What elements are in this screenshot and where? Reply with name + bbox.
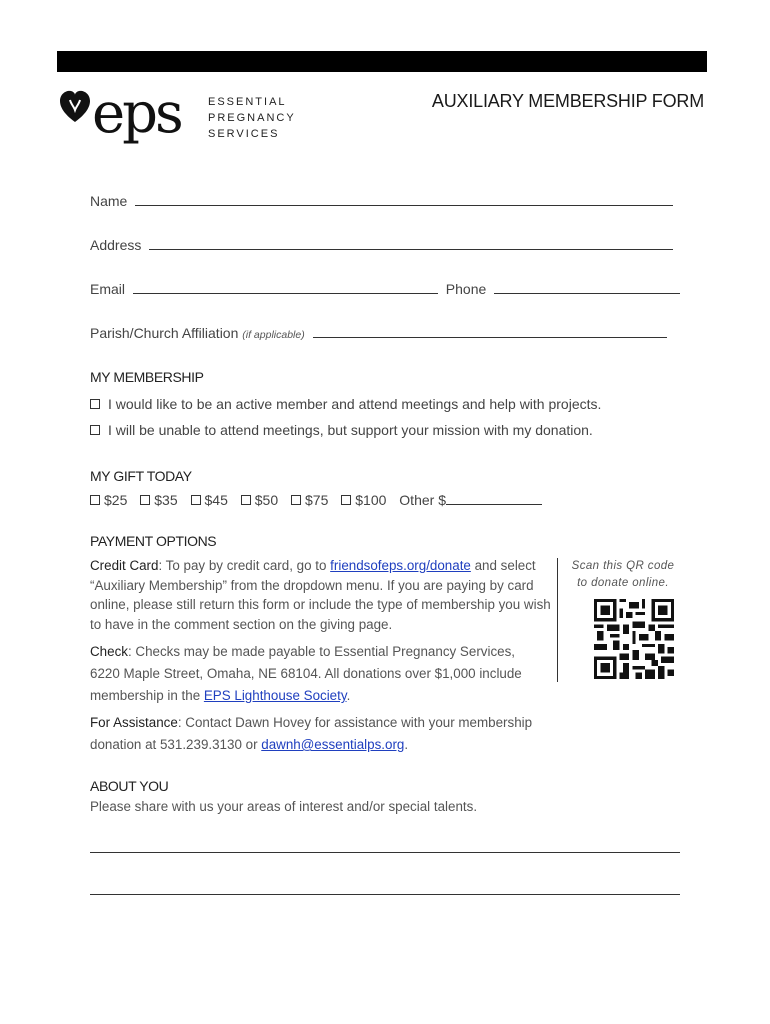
name-field[interactable] bbox=[90, 193, 673, 209]
logo-text bbox=[208, 94, 296, 142]
about-heading: ABOUT YOU bbox=[90, 778, 169, 794]
about-text: Please share with us your areas of interest and/or special talents. bbox=[90, 799, 478, 814]
gift-option-45[interactable] bbox=[191, 492, 228, 508]
name-line[interactable] bbox=[135, 194, 673, 206]
top-black-bar bbox=[57, 51, 707, 72]
gift-option-100[interactable] bbox=[341, 492, 386, 508]
phone-label: Phone bbox=[445, 281, 487, 297]
parish-line[interactable] bbox=[313, 326, 667, 338]
checkbox[interactable] bbox=[241, 495, 251, 505]
heart-icon bbox=[60, 91, 90, 122]
parish-label: Parish/Church Affiliation bbox=[90, 325, 239, 341]
gift-other-label: Other $ bbox=[399, 492, 446, 508]
gift-option-35[interactable] bbox=[140, 492, 177, 508]
logo-wordmark: eps bbox=[92, 82, 181, 146]
check-label: Check bbox=[90, 644, 128, 659]
assistance-text: : Contact Dawn Hovey for assistance with your membership donation at 531.239.3130 or bbox=[90, 715, 533, 752]
qr-caption bbox=[568, 558, 678, 592]
gift-option-75[interactable] bbox=[291, 492, 328, 508]
gift-amount: $50 bbox=[254, 492, 279, 508]
gift-amount: $100 bbox=[355, 492, 387, 508]
logo-line: SERVICES bbox=[208, 128, 280, 140]
checkbox[interactable] bbox=[90, 425, 100, 435]
gift-option-25[interactable] bbox=[90, 492, 127, 508]
membership-option-donation[interactable] bbox=[90, 422, 593, 438]
credit-card-text: : To pay by credit card, go to bbox=[158, 558, 331, 573]
about-answer-line[interactable] bbox=[90, 852, 680, 853]
phone-line[interactable] bbox=[494, 282, 680, 294]
logo-line: PREGNANCY bbox=[208, 112, 296, 124]
credit-card-paragraph bbox=[90, 556, 552, 634]
email-link[interactable]: dawnh@essentialps.org bbox=[261, 737, 405, 752]
name-label: Name bbox=[90, 193, 128, 209]
checkbox[interactable] bbox=[90, 399, 100, 409]
email-line[interactable] bbox=[133, 282, 438, 294]
option-label: I will be unable to attend meetings, but support your mission with my donation. bbox=[108, 422, 593, 438]
email-field[interactable] bbox=[90, 281, 680, 297]
address-label: Address bbox=[90, 237, 142, 253]
about-answer-line[interactable] bbox=[90, 894, 680, 895]
check-text: : Checks may be made payable to Essential Pregnancy Services, 6220 Maple Street, Omaha, NE 68104. All donations over $1,000 include membership in the bbox=[90, 644, 522, 703]
payment-heading: PAYMENT OPTIONS bbox=[90, 533, 217, 549]
assistance-label: For Assistance bbox=[90, 715, 178, 730]
parish-field[interactable] bbox=[90, 325, 667, 341]
assistance-end: . bbox=[404, 737, 409, 752]
gift-heading: MY GIFT TODAY bbox=[90, 468, 192, 484]
gift-option-50[interactable] bbox=[241, 492, 278, 508]
checkbox[interactable] bbox=[90, 495, 100, 505]
address-line[interactable] bbox=[149, 238, 673, 250]
membership-option-active[interactable] bbox=[90, 396, 601, 412]
checkbox[interactable] bbox=[140, 495, 150, 505]
gift-other-line[interactable] bbox=[446, 493, 542, 505]
assistance-paragraph bbox=[90, 712, 555, 756]
gift-amount: $25 bbox=[104, 492, 128, 508]
logo-line: ESSENTIAL bbox=[208, 96, 287, 108]
qr-panel bbox=[557, 558, 677, 682]
checkbox[interactable] bbox=[341, 495, 351, 505]
qr-code-icon[interactable] bbox=[594, 599, 674, 679]
membership-heading: MY MEMBERSHIP bbox=[90, 369, 204, 385]
check-paragraph bbox=[90, 641, 535, 707]
address-field[interactable] bbox=[90, 237, 673, 253]
credit-card-label: Credit Card bbox=[90, 558, 159, 573]
credit-card-text-cont: and select “Auxiliary Membership” from the dropdown menu. If you are paying by card online, please still return this form or include the type of membership you wish to have in the comment section on the giving page. bbox=[90, 558, 551, 632]
gift-amount: $75 bbox=[305, 492, 329, 508]
lighthouse-society-link[interactable]: EPS Lighthouse Society bbox=[203, 688, 347, 703]
checkbox[interactable] bbox=[191, 495, 201, 505]
qr-caption-line: Scan this QR code bbox=[571, 560, 675, 572]
gift-amount: $35 bbox=[154, 492, 178, 508]
qr-caption-line: to donate online. bbox=[577, 577, 669, 589]
email-label: Email bbox=[90, 281, 126, 297]
checkbox[interactable] bbox=[291, 495, 301, 505]
parish-note: (if applicable) bbox=[242, 329, 305, 341]
gift-options bbox=[90, 492, 542, 508]
option-label: I would like to be an active member and attend meetings and help with projects. bbox=[108, 396, 602, 412]
donate-link[interactable]: friendsofeps.org/donate bbox=[330, 558, 471, 573]
gift-amount: $45 bbox=[204, 492, 228, 508]
check-end: . bbox=[346, 688, 351, 703]
form-title: AUXILIARY MEMBERSHIP FORM bbox=[431, 91, 704, 111]
